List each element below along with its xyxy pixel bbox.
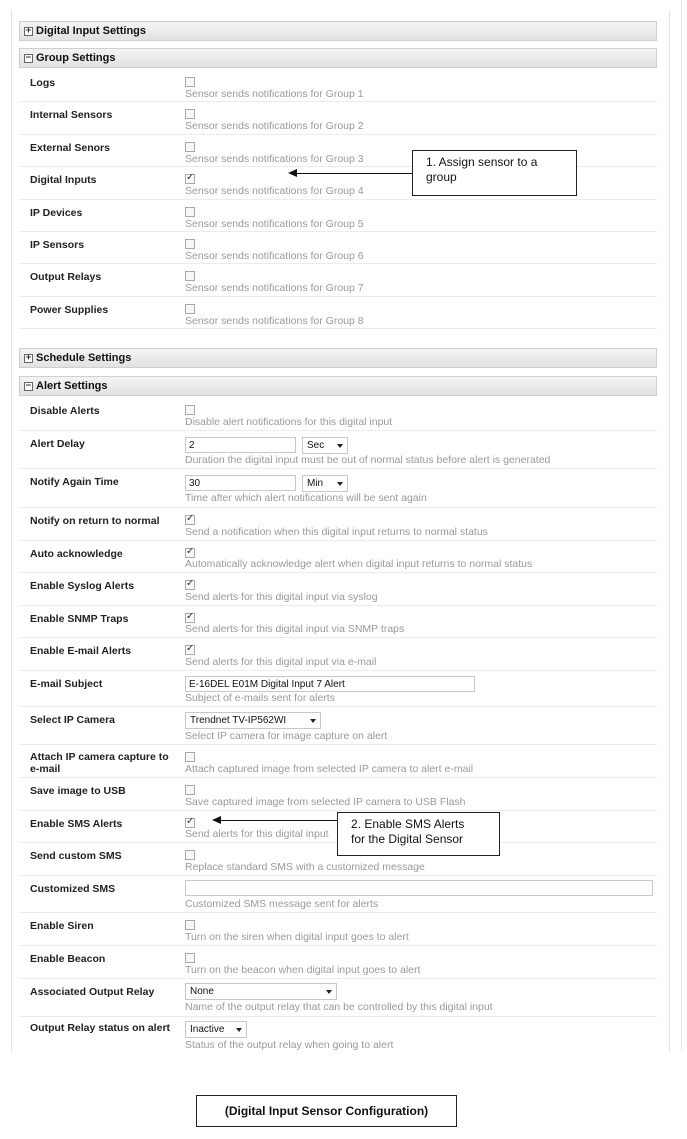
field-description: Name of the output relay that can be controlled by this digital input [185,1001,493,1013]
siren-checkbox[interactable] [185,920,195,930]
field-label: Output Relays [30,271,102,284]
field-label: Output Relay status on alert [30,1022,171,1034]
field-description: Status of the output relay when going to alert [185,1039,394,1051]
select-value: None [190,986,214,997]
row-attach-capture [19,745,657,778]
group-checkbox[interactable] [185,239,195,249]
custom-sms-checkbox[interactable] [185,850,195,860]
syslog-alerts-checkbox[interactable] [185,580,195,590]
output-relay-select[interactable] [185,983,337,1000]
field-label: Logs [30,77,56,89]
field-description: Subject of e-mails sent for alerts [185,692,335,704]
page-divider [681,0,682,1052]
section-title: Group Settings [36,52,116,64]
section-schedule-settings[interactable] [19,348,657,368]
row-relay-status [19,1017,657,1052]
group-row [19,297,657,329]
dropdown-arrow-icon [337,444,343,448]
field-label: Auto acknowledge [30,548,123,560]
email-alerts-checkbox[interactable] [185,645,195,655]
field-description: Turn on the siren when digital input goes to alert [185,931,409,943]
group-checkbox[interactable] [185,174,195,184]
field-label: Internal Sensors [30,109,113,122]
row-alert-delay [19,431,657,469]
callout-arrow-line [296,173,412,174]
group-row [19,102,657,134]
row-ip-camera [19,707,657,745]
group-checkbox[interactable] [185,304,195,314]
group-checkbox[interactable] [185,271,195,281]
field-description: Select IP camera for image capture on alert [185,730,388,742]
field-label: External Senors [30,141,110,154]
row-email-alerts [19,638,657,671]
section-title: Alert Settings [36,380,108,392]
field-description: Turn on the beacon when digital input goes to alert [185,964,421,976]
field-description: Replace standard SMS with a customized message [185,861,425,873]
row-notify-return [19,508,657,541]
expand-icon[interactable]: + [25,352,32,363]
ip-camera-select[interactable] [185,712,321,729]
customized-sms-input[interactable] [185,880,653,896]
row-output-relay [19,979,657,1017]
field-label: Save image to USB [30,785,126,797]
callout-text-line: for the Digital Sensor [351,832,464,846]
group-checkbox[interactable] [185,142,195,152]
field-label: Notify on return to normal [30,515,160,527]
select-value: Min [307,478,324,489]
field-label: Enable E-mail Alerts [30,645,132,657]
field-description: Send a notification when this digital input returns to normal status [185,526,488,538]
notify-return-checkbox[interactable] [185,515,195,525]
row-snmp-traps [19,606,657,638]
snmp-traps-checkbox[interactable] [185,613,195,623]
group-row [19,232,657,264]
field-description: Sensor sends notifications for Group 3 [185,152,364,165]
field-description: Send alerts for this digital input via SNMP traps [185,623,405,635]
field-description: Disable alert notifications for this digital input [185,416,393,428]
field-label: Digital Inputs [30,174,97,187]
field-label: Enable Syslog Alerts [30,580,135,592]
email-subject-input[interactable]: E-16DEL E01M Digital Input 7 Alert [185,676,475,692]
beacon-checkbox[interactable] [185,953,195,963]
field-description: Sensor sends notifications for Group 5 [185,217,364,230]
row-notify-again-time [19,469,657,508]
field-label: Select IP Camera [30,714,116,726]
row-customized-sms [19,876,657,913]
field-label: Alert Delay [30,438,85,450]
save-usb-checkbox[interactable] [185,785,195,795]
field-label: Send custom SMS [30,850,122,862]
relay-status-select[interactable] [185,1021,247,1038]
dropdown-arrow-icon [310,719,316,723]
field-description: Sensor sends notifications for Group 7 [185,282,364,295]
section-title: Digital Input Settings [36,25,146,37]
row-enable-beacon [19,946,657,979]
field-description: Duration the digital input must be out of normal status before alert is generated [185,454,551,466]
group-checkbox[interactable] [185,77,195,87]
alert-delay-unit-select[interactable] [302,437,348,454]
callout-text-line: group [426,170,457,184]
field-description: Send alerts for this digital input [185,828,329,840]
section-title: Schedule Settings [36,352,132,364]
collapse-icon[interactable]: − [25,52,32,63]
collapse-icon[interactable]: − [25,380,32,391]
field-description: Sensor sends notifications for Group 4 [185,185,364,198]
row-disable-alerts [19,398,657,431]
group-row [19,200,657,232]
alert-delay-input[interactable]: 2 [185,437,296,453]
row-syslog-alerts [19,573,657,606]
dropdown-arrow-icon [337,482,343,486]
dropdown-arrow-icon [326,990,332,994]
notify-again-input[interactable]: 30 [185,475,296,491]
field-label: Enable SMS Alerts [30,818,123,830]
field-label: Attach IP camera capture to e-mail [30,751,169,775]
auto-acknowledge-checkbox[interactable] [185,548,195,558]
figure-caption: (Digital Input Sensor Configuration) [196,1095,457,1127]
field-description: Sensor sends notifications for Group 1 [185,88,364,100]
group-row [19,264,657,296]
field-label: Power Supplies [30,303,109,316]
callout-arrow-head-icon [288,169,297,177]
callout-assign-group [412,150,577,196]
field-label: Enable Siren [30,920,94,932]
attach-capture-checkbox[interactable] [185,752,195,762]
section-alert-settings[interactable] [19,376,657,396]
select-value: Sec [307,440,325,451]
field-label: Associated Output Relay [30,986,155,998]
field-description: Customized SMS message sent for alerts [185,898,379,910]
group-checkbox[interactable] [185,109,195,119]
section-digital-input-settings[interactable] [19,21,657,41]
field-description: Send alerts for this digital input via syslog [185,591,378,603]
field-description: Send alerts for this digital input via e-mail [185,656,377,668]
select-value: Inactive [190,1024,225,1035]
callout-enable-sms [337,812,500,856]
select-value: Trendnet TV-IP562WI [190,715,287,726]
field-description: Sensor sends notifications for Group 2 [185,120,364,133]
row-save-usb [19,778,657,811]
field-label: Notify Again Time [30,476,119,488]
field-label: Customized SMS [30,883,116,895]
field-description: Time after which alert notifications will be sent again [185,492,427,504]
field-description: Sensor sends notifications for Group 8 [185,314,364,327]
expand-icon[interactable]: + [25,25,32,36]
field-label: Disable Alerts [30,405,100,417]
field-label: Enable Beacon [30,953,106,965]
row-email-subject [19,671,657,707]
field-description: Attach captured image from selected IP camera to alert e-mail [185,763,474,775]
row-enable-siren [19,913,657,946]
section-group-settings[interactable] [19,48,657,68]
field-label: E-mail Subject [30,678,103,690]
row-auto-acknowledge [19,541,657,573]
field-description: Save captured image from selected IP camera to USB Flash [185,796,466,808]
field-description: Automatically acknowledge alert when digital input returns to normal status [185,558,533,570]
field-label: Enable SNMP Traps [30,613,129,625]
notify-again-unit-select[interactable] [302,475,348,492]
callout-arrow-head-icon [212,816,221,824]
sms-alerts-checkbox[interactable] [185,818,195,828]
field-label: IP Sensors [30,239,85,251]
field-label: IP Devices [30,206,83,219]
dropdown-arrow-icon [236,1028,242,1032]
group-checkbox[interactable] [185,207,195,217]
field-description: Sensor sends notifications for Group 6 [185,250,364,262]
callout-text-line: 1. Assign sensor to a [426,155,538,169]
callout-text-line: 2. Enable SMS Alerts [351,817,465,831]
group-row [19,70,657,102]
callout-arrow-line [220,820,337,821]
disable-alerts-checkbox[interactable] [185,405,195,415]
